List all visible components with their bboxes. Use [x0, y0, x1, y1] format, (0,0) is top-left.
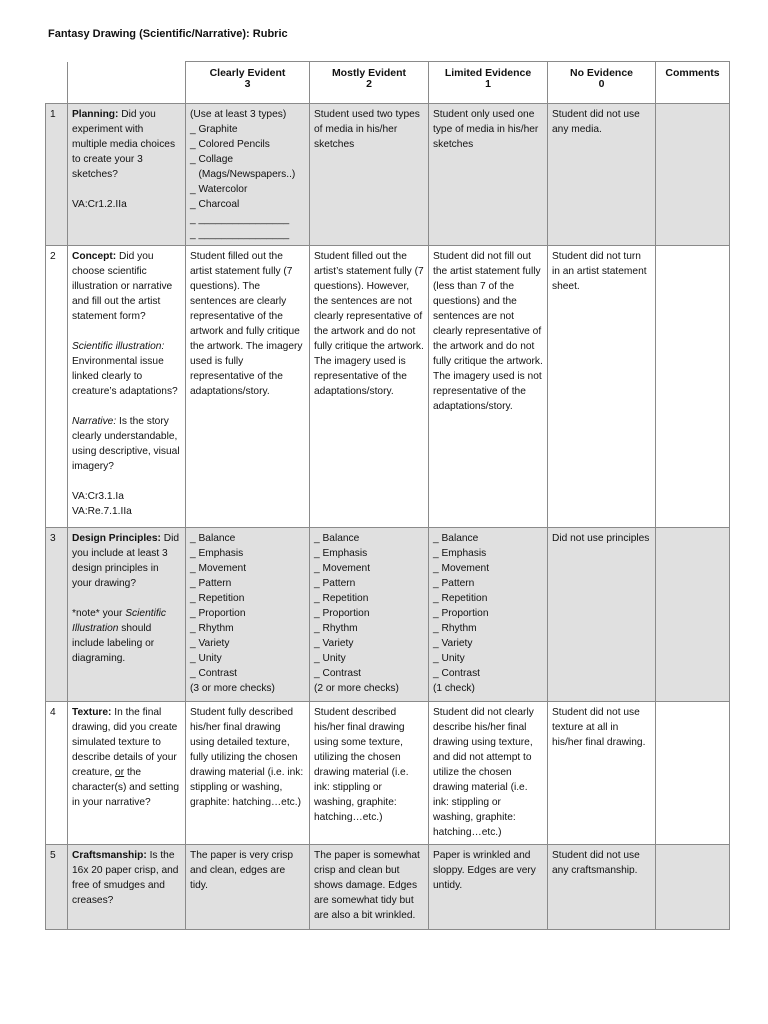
scientific-label: Scientific illustration:	[72, 341, 165, 352]
principle-item: _ Variety	[314, 638, 354, 649]
level1-cell: Student did not fill out the artist statement fully (less than 7 of the questions) and the sentences are not clearly representative of the artwork and do not fully critique the artwork. The imagery used is not representative of the adaptations/story.	[429, 246, 548, 528]
level1-cell: Student did not clearly describe his/her final drawing using texture, and did not attempt to utilize the chosen drawing material (i.e. ink: stippling or washing, graphite: hatching…etc.)	[429, 702, 548, 845]
principle-item: _ Unity	[314, 653, 346, 664]
criterion-heading: Planning:	[72, 109, 119, 120]
principle-item: _ Proportion	[190, 608, 246, 619]
header-comments	[656, 62, 730, 104]
row-number: 3	[46, 528, 68, 702]
principle-item: _ Emphasis	[433, 548, 487, 559]
checks-note: (2 or more checks)	[314, 683, 399, 694]
checks-note: (1 check)	[433, 683, 475, 694]
criterion-text: Is the 16x 20 paper crisp, and free of smudges and creases?	[72, 850, 179, 906]
header-blank	[68, 62, 186, 104]
header-label: Limited Evidence	[444, 67, 532, 79]
principle-item: _ Movement	[433, 563, 490, 574]
level2-cell: The paper is somewhat crisp and clean but shows damage. Edges are somewhat tidy but are also a bit wrinkled.	[310, 845, 429, 930]
header-no-evidence	[548, 62, 656, 104]
media-intro: (Use at least 3 types)	[190, 109, 287, 120]
principle-item: _ Emphasis	[314, 548, 368, 559]
header-score: 3	[244, 78, 251, 90]
media-option: (Mags/Newspapers..)	[190, 169, 296, 180]
level1-cell: Paper is wrinkled and sloppy. Edges are very untidy.	[429, 845, 548, 930]
principle-item: _ Repetition	[314, 593, 369, 604]
criterion-heading: Design Principles:	[72, 533, 161, 544]
principle-item: _ Rhythm	[314, 623, 358, 634]
principle-item: _ Pattern	[190, 578, 232, 589]
header-blank	[46, 62, 68, 104]
principle-item: _ Emphasis	[190, 548, 244, 559]
header-score: 0	[598, 78, 605, 90]
criterion-cell	[68, 845, 186, 930]
level2-cell: Student filled out the artist’s statement fully (7 questions). However, the sentences are not clearly representative of the artwork and do not fully critique the artwork. The imagery used is representative of the adaptations/story.	[310, 246, 429, 528]
criterion-text: Did you choose scientific illustration or narrative and fill out the artist statement form?	[72, 251, 173, 322]
principle-item: _ Variety	[433, 638, 473, 649]
page-title: Fantasy Drawing (Scientific/Narrative): Rubric	[48, 28, 288, 40]
principle-item: _ Pattern	[433, 578, 475, 589]
narrative-text: Is the story clearly understandable, using descriptive, visual imagery?	[72, 416, 180, 472]
row-number: 5	[46, 845, 68, 930]
standard-code: VA:Cr1.2.IIa	[72, 199, 127, 210]
principle-item: _ Contrast	[433, 668, 480, 679]
media-option: _ Collage	[190, 154, 234, 165]
comments-cell	[656, 528, 730, 702]
media-option: _ Watercolor	[190, 184, 248, 195]
criterion-heading: Concept:	[72, 251, 117, 262]
media-option: _ Graphite	[190, 124, 238, 135]
comments-cell	[656, 246, 730, 528]
principle-item: _ Proportion	[433, 608, 489, 619]
level3-cell: Student filled out the artist statement fully (7 questions). The sentences are clearly representative of the artwork and fully critique the artwork. The imagery used is fully representative of the adaptations/story.	[186, 246, 310, 528]
principle-item: _ Movement	[314, 563, 371, 574]
principle-item: _ Proportion	[314, 608, 370, 619]
level0-cell: Student did not turn in an artist statement sheet.	[548, 246, 656, 528]
principle-item: _ Balance	[433, 533, 479, 544]
rubric-row-craftsmanship	[46, 845, 730, 930]
row-number: 4	[46, 702, 68, 845]
principle-item: _ Contrast	[190, 668, 237, 679]
header-score: 2	[366, 78, 372, 90]
header-label: Clearly Evident	[209, 67, 286, 79]
media-option: _ Charcoal	[190, 199, 240, 210]
principle-item: _ Contrast	[314, 668, 361, 679]
principle-item: _ Rhythm	[190, 623, 234, 634]
header-score: 1	[485, 78, 491, 90]
principle-item: _ Unity	[433, 653, 465, 664]
principle-item: _ Movement	[190, 563, 247, 574]
standard-code: VA:Cr3.1.Ia	[72, 491, 124, 502]
media-option: _ Colored Pencils	[190, 139, 270, 150]
level0-cell: Student did not use any media.	[548, 104, 656, 246]
level0-cell: Did not use principles	[548, 528, 656, 702]
scientific-text: Environmental issue linked clearly to creature’s adaptations?	[72, 356, 178, 397]
level3-cell	[186, 528, 310, 702]
level0-cell: Student did not use any craftsmanship.	[548, 845, 656, 930]
checks-note: (3 or more checks)	[190, 683, 275, 694]
level2-cell: Student described his/her final drawing using some texture, utilizing the chosen drawing material (i.e. ink: stippling or washing, graphite: hatching…etc.)	[310, 702, 429, 845]
criterion-text-after: the character(s) and setting in your narrative?	[72, 767, 180, 808]
level3-cell: The paper is very crisp and clean, edges are tidy.	[186, 845, 310, 930]
criterion-cell	[68, 702, 186, 845]
header-label: Comments	[665, 67, 720, 79]
comments-cell	[656, 845, 730, 930]
header-mostly-evident	[310, 62, 429, 104]
row-number: 1	[46, 104, 68, 246]
level1-cell	[429, 528, 548, 702]
rubric-table	[45, 61, 730, 930]
level2-cell	[310, 528, 429, 702]
criterion-cell	[68, 246, 186, 528]
media-blank: _ ________________	[190, 229, 290, 240]
principle-item: _ Unity	[190, 653, 222, 664]
principle-item: _ Pattern	[314, 578, 356, 589]
rubric-row-texture	[46, 702, 730, 845]
level3-cell	[186, 104, 310, 246]
criterion-cell	[68, 104, 186, 246]
criterion-underline: or	[115, 767, 125, 778]
comments-cell	[656, 104, 730, 246]
criterion-text: Did you experiment with multiple media choices to create your 3 sketches?	[72, 109, 176, 180]
header-label: No Evidence	[569, 67, 634, 79]
header-label: Mostly Evident	[331, 67, 407, 79]
header-limited-evidence	[429, 62, 548, 104]
principle-item: _ Repetition	[190, 593, 245, 604]
level0-cell: Student did not use texture at all in his/her final drawing.	[548, 702, 656, 845]
narrative-label: Narrative:	[72, 416, 117, 427]
level1-cell: Student only used one type of media in his/her sketches	[429, 104, 548, 246]
principle-item: _ Variety	[190, 638, 230, 649]
criterion-heading: Texture:	[72, 707, 112, 718]
level2-cell: Student used two types of media in his/her sketches	[310, 104, 429, 246]
principle-item: _ Balance	[314, 533, 360, 544]
principle-item: _ Rhythm	[433, 623, 477, 634]
media-blank: _ ________________	[190, 214, 290, 225]
rubric-row-concept	[46, 246, 730, 528]
comments-cell	[656, 702, 730, 845]
row-number: 2	[46, 246, 68, 528]
rubric-row-planning	[46, 104, 730, 246]
level3-cell: Student fully described his/her final drawing using detailed texture, fully utilizing the chosen drawing material (i.e. ink: stippling or washing, graphite: hatching…etc.)	[186, 702, 310, 845]
principle-item: _ Repetition	[433, 593, 488, 604]
criterion-cell	[68, 528, 186, 702]
header-row	[46, 62, 730, 104]
note-prefix: *note* your	[72, 608, 126, 619]
principle-item: _ Balance	[190, 533, 236, 544]
criterion-heading: Craftsmanship:	[72, 850, 147, 861]
criterion-text: Did you include at least 3 design principles in your drawing?	[72, 533, 180, 589]
rubric-row-design-principles	[46, 528, 730, 702]
criterion-text: In the final drawing, did you create simulated texture to describe details of your creature,	[72, 707, 178, 778]
note-suffix: should include labeling or diagraming.	[72, 623, 155, 664]
standard-code: VA:Re.7.1.IIa	[72, 506, 132, 517]
note-italic: Scientific Illustration	[72, 608, 167, 634]
header-clearly-evident	[186, 62, 310, 104]
